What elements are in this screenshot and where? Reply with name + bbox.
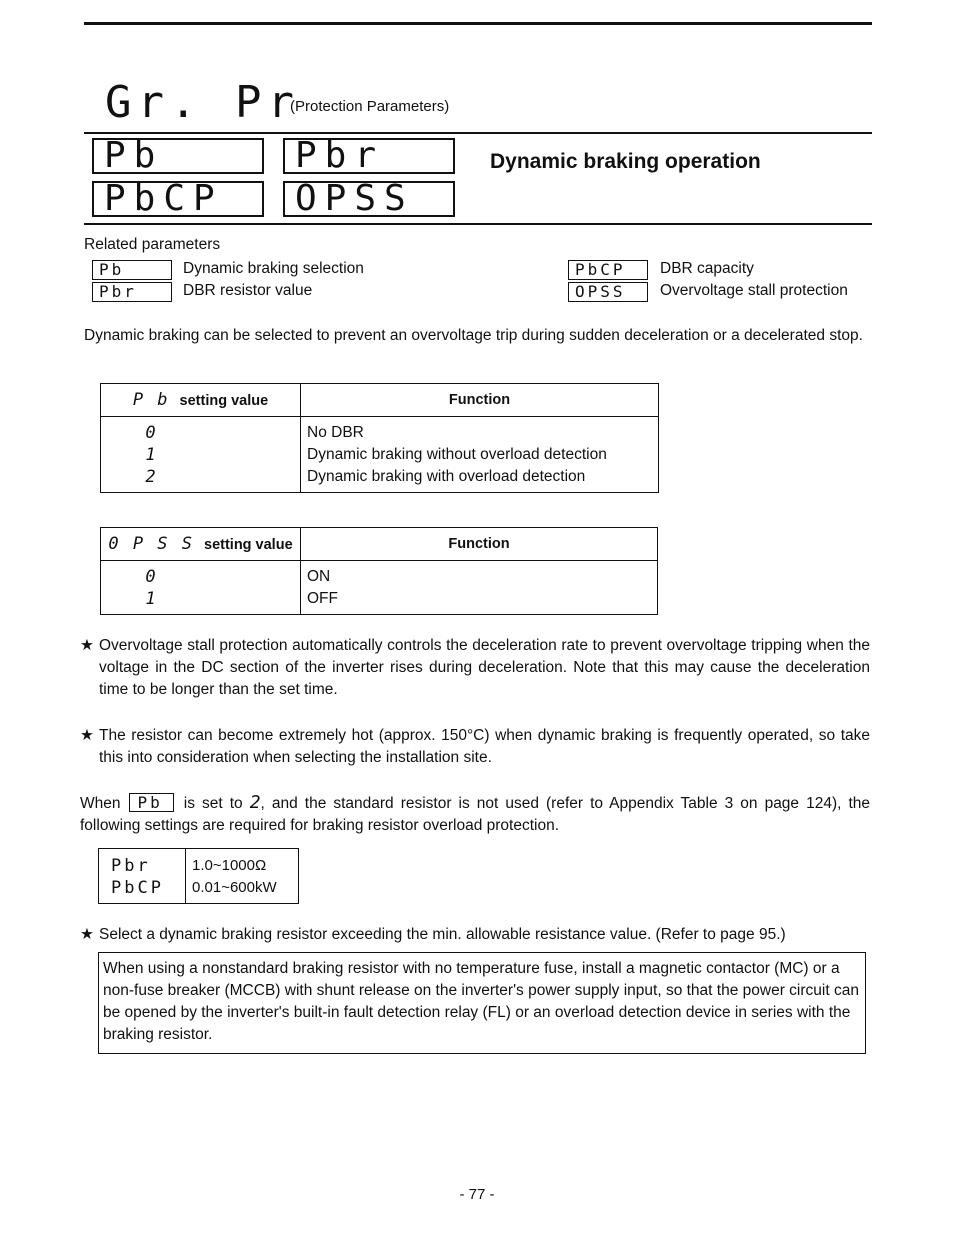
opss-code: 0 P S S: [108, 534, 194, 554]
when-paragraph: [80, 792, 870, 837]
note-select-text: Select a dynamic braking resistor exceeding the min. allowable resistance value. (Refer to page 95.): [99, 926, 786, 943]
function-cell: [301, 417, 659, 493]
setting-header-label: setting value: [204, 537, 293, 553]
group-description: (Protection Parameters): [290, 98, 450, 115]
value-1: 1: [145, 589, 156, 609]
table-header-row: [101, 384, 659, 417]
intro-paragraph: [84, 325, 872, 347]
when-suffix: , and the standard resistor is not used (refer to Appendix Table 3 on page 124), the following settings are required for braking resistor overload protection.: [80, 795, 870, 834]
value-1: 1: [145, 445, 156, 465]
function-1: Dynamic braking without overload detection: [307, 446, 607, 463]
section-title: Dynamic braking operation: [490, 150, 761, 173]
star-icon: ★: [80, 926, 94, 943]
table-row: [99, 849, 299, 904]
function-0: ON: [307, 568, 331, 585]
related-desc-pbr: DBR resistor value: [183, 282, 313, 299]
pb-code: P b: [132, 390, 170, 410]
value-2: 2: [145, 467, 156, 487]
boxed-warning-note: [98, 952, 866, 1054]
param-box-opss: OPSS: [283, 181, 455, 217]
note-stall: [80, 635, 870, 701]
boxed-note-text: When using a nonstandard braking resistor with no temperature fuse, install a magnetic contactor (MC) or a non-fuse breaker (MCCB) with shunt release on the inverter's power supply input, so that the power circuit can be opened by the inverter's built-in fault detection relay (FL) or an overload detection device in series with the braking resistor.: [103, 960, 859, 1043]
range-values-cell: [186, 849, 299, 904]
function-1: OFF: [307, 590, 338, 607]
star-icon: ★: [80, 637, 94, 654]
value-cell: [101, 561, 301, 615]
function-header: Function: [301, 528, 658, 561]
table-row: [101, 561, 658, 615]
top-rule: [84, 22, 872, 25]
range-code-1: PbCP: [111, 878, 164, 898]
setting-header-label: setting value: [179, 393, 269, 409]
when-prefix: When: [80, 795, 121, 812]
function-0: No DBR: [307, 424, 364, 441]
value-cell: [101, 417, 301, 493]
note-hot: [80, 725, 870, 769]
value-0: 0: [145, 423, 156, 443]
pb-setting-table: [100, 383, 659, 493]
header-rule-bottom: [84, 223, 872, 225]
setting-header: [101, 384, 301, 417]
function-header: Function: [301, 384, 659, 417]
related-desc-pb: Dynamic braking selection: [183, 260, 364, 277]
related-label: Related parameters: [84, 236, 221, 253]
when-value: 2: [249, 792, 261, 813]
note-select: [80, 924, 870, 946]
related-code-pbr: Pbr: [92, 282, 172, 302]
table-row: [101, 417, 659, 493]
page-number: - 77 -: [459, 1186, 495, 1203]
table-header-row: [101, 528, 658, 561]
param-box-pbr: Pbr: [283, 138, 455, 174]
setting-header: [101, 528, 301, 561]
when-code: Pb: [129, 793, 174, 812]
range-table: [98, 848, 299, 904]
star-icon: ★: [80, 727, 94, 744]
related-desc-opss: Overvoltage stall protection: [660, 282, 848, 299]
related-code-pbcp: PbCP: [568, 260, 648, 280]
range-value-1: 0.01~600kW: [192, 879, 277, 896]
range-code-0: Pbr: [111, 856, 151, 876]
function-cell: [301, 561, 658, 615]
value-0: 0: [145, 567, 156, 587]
note-stall-text: Overvoltage stall protection automatically controls the deceleration rate to prevent overvoltage tripping when the voltage in the DC section of the inverter rises during deceleration. Note that this may cause the deceleration time to be longer than the set time.: [99, 637, 870, 698]
related-code-opss: OPSS: [568, 282, 648, 302]
range-value-0: 1.0~1000Ω: [192, 857, 267, 874]
related-desc-pbcp: DBR capacity: [660, 260, 754, 277]
param-box-pbcp: PbCP: [92, 181, 264, 217]
group-code: Gr. Pr: [105, 77, 300, 128]
param-box-pb: Pb: [92, 138, 264, 174]
header-rule-top: [84, 132, 872, 134]
opss-setting-table: [100, 527, 658, 615]
intro-text: Dynamic braking can be selected to prevent an overvoltage trip during sudden deceleration or a decelerated stop.: [84, 327, 863, 344]
range-codes-cell: [99, 849, 186, 904]
function-2: Dynamic braking with overload detection: [307, 468, 586, 485]
note-hot-text: The resistor can become extremely hot (approx. 150°C) when dynamic braking is frequently operated, so take this into consideration when selecting the installation site.: [99, 727, 870, 766]
related-code-pb: Pb: [92, 260, 172, 280]
when-mid: is set to: [183, 795, 243, 812]
